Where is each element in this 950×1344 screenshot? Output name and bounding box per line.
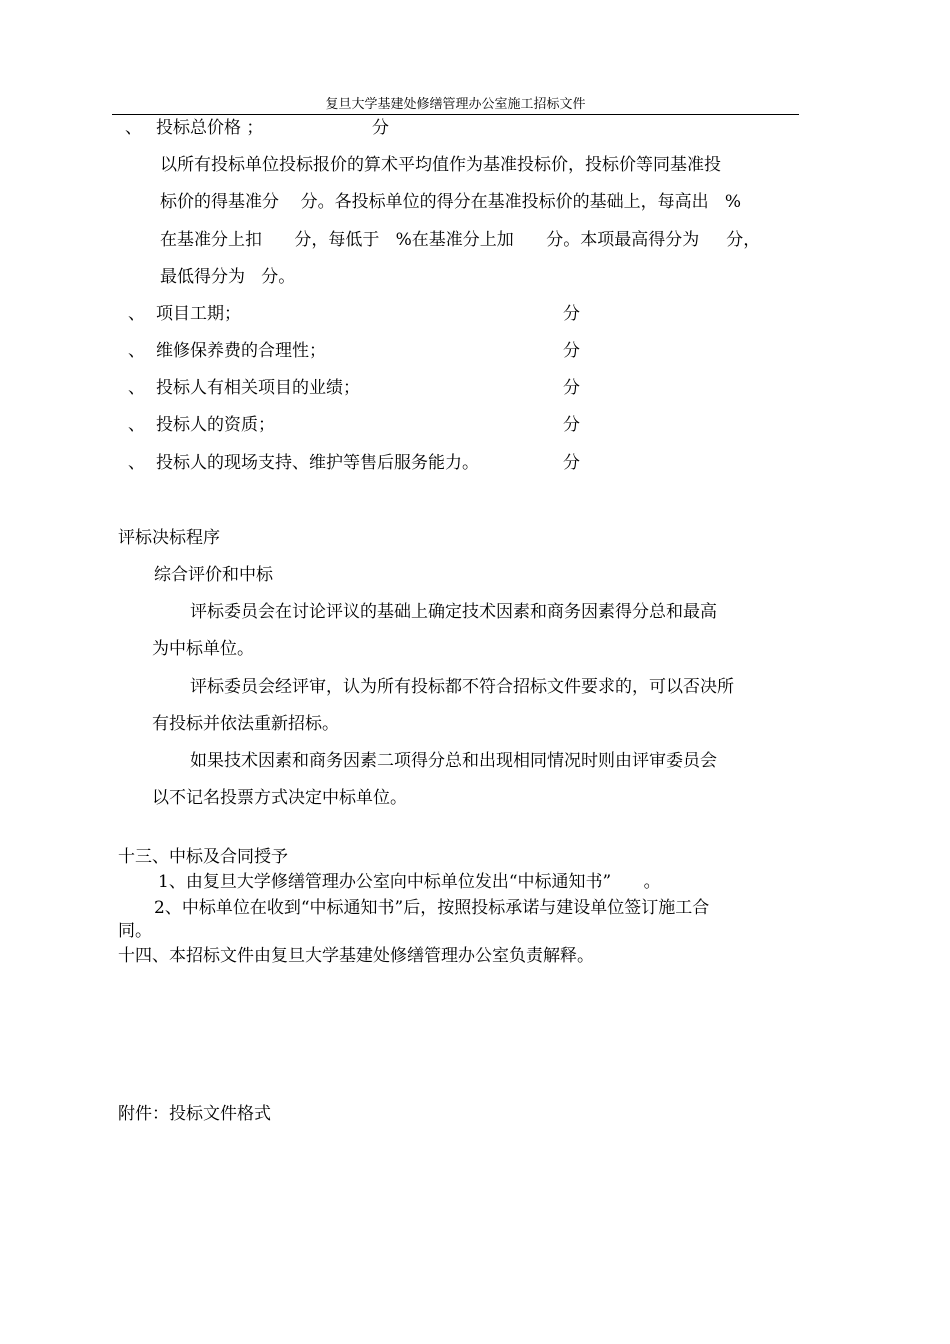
page-header: 复旦大学基建处修缮管理办公室施工招标文件	[112, 96, 799, 115]
list-item: 2、中标单位在收到“中标通知书”后，按照投标承诺与建设单位签订施工合	[154, 898, 710, 918]
score-item-label: 维修保养费的合理性；	[156, 341, 326, 361]
score-item-label: 投标人的资质；	[156, 415, 275, 435]
list-separator: 、	[128, 378, 145, 398]
item-description-line: 以所有投标单位投标报价的算术平均值作为基准投标价，投标价等同基准投	[160, 155, 721, 175]
score-unit: 分	[563, 378, 580, 398]
section-heading: 评标决标程序	[118, 528, 220, 548]
item-description-line: 标价的得基准分 分。各投标单位的得分在基准投标价的基础上，每高出 %	[160, 192, 741, 212]
attachment-label: 附件：投标文件格式	[118, 1104, 271, 1124]
list-item: 1、由复旦大学修缮管理办公室向中标单位发出“中标通知书” 。	[158, 872, 661, 892]
list-separator: 、	[128, 304, 145, 324]
paragraph-line: 评标委员会经评审，认为所有投标都不符合招标文件要求的，可以否决所	[190, 677, 734, 697]
section-heading: 十四、本招标文件由复旦大学基建处修缮管理办公室负责解释。	[118, 946, 594, 966]
paragraph-line: 如果技术因素和商务因素二项得分总和出现相同情况时则由评审委员会	[190, 751, 717, 771]
item-description-line: 最低得分为 分。	[160, 267, 296, 287]
list-separator: 、	[128, 415, 145, 435]
score-item-label: 投标人的现场支持、维护等售后服务能力。	[156, 453, 479, 473]
score-item-label: 投标总价格 ；	[156, 118, 264, 138]
list-separator: 、	[128, 453, 145, 473]
list-item-continuation: 同。	[118, 921, 152, 941]
score-item-label: 项目工期；	[156, 304, 241, 324]
paragraph-line: 为中标单位。	[152, 639, 254, 659]
score-unit: 分	[372, 118, 389, 138]
score-item-label: 投标人有相关项目的业绩；	[156, 378, 360, 398]
section-heading: 十三、中标及合同授予	[118, 847, 288, 867]
score-unit: 分	[563, 415, 580, 435]
score-unit: 分	[563, 453, 580, 473]
score-unit: 分	[563, 341, 580, 361]
score-unit: 分	[563, 304, 580, 324]
paragraph-line: 评标委员会在讨论评议的基础上确定技术因素和商务因素得分总和最高	[190, 602, 717, 622]
paragraph-line: 有投标并依法重新招标。	[152, 714, 339, 734]
list-separator: 、	[128, 341, 145, 361]
sub-heading: 综合评价和中标	[154, 565, 273, 585]
item-description-line: 在基准分上扣 分，每低于 %在基准分上加 分。本项最高得分为 分，	[160, 230, 761, 250]
list-separator: 、	[125, 118, 142, 138]
paragraph-line: 以不记名投票方式决定中标单位。	[152, 788, 407, 808]
